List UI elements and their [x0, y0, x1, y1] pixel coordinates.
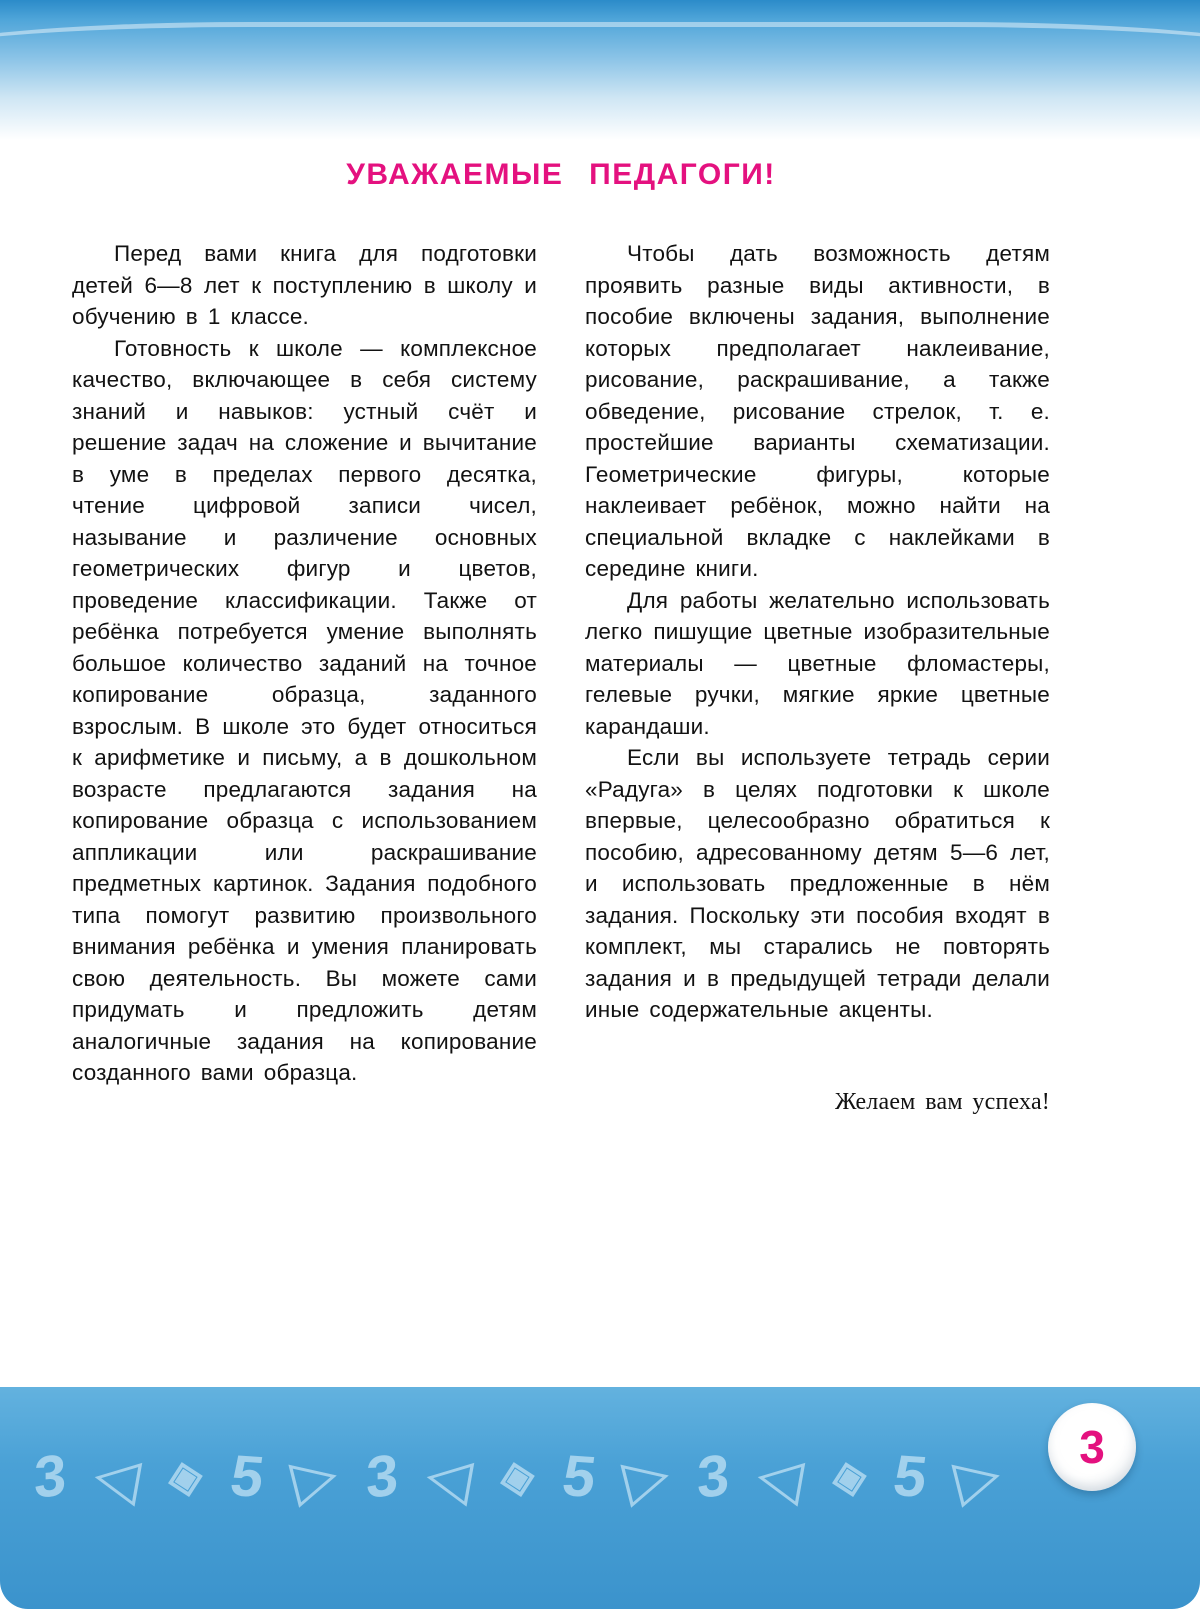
digit-3-glyph: 3 [365, 1442, 398, 1511]
gem-icon: ◈ [163, 1449, 207, 1504]
paragraph: Перед вами книга для подготовки детей 6—8 лет к поступлению в школу и обучению в 1 классе. [72, 241, 537, 329]
paragraph: Если вы используете тетрадь серии «Радуга» в целях подготовки к школе впервые, целесообразно обратиться к пособию, адресованному детям 5—6 лет, и использовать предложенные в нём задания. Поскольку эти пособия входят в комплект, мы старались не повторять задания и в предыдущей тетради делали иные содержательные акценты. [585, 745, 1050, 1022]
left-column [72, 238, 537, 1119]
triangle-icon: ▷ [284, 1439, 344, 1514]
digit-5-glyph: 5 [226, 1443, 268, 1510]
triangle-icon: ◁ [753, 1440, 809, 1513]
paragraph: Для работы желательно использовать легко пишущие цветные изобразительные материалы — цветные фломастеры, гелевые ручки, мягкие яркие цветные карандаши. [585, 587, 1050, 739]
page-title: УВАЖАЕМЫЕ ПЕДАГОГИ! [346, 158, 776, 191]
digit-3-glyph: 3 [697, 1442, 730, 1511]
bottom-decorative-band [0, 1387, 1200, 1609]
triangle-icon: ◁ [421, 1440, 477, 1513]
paragraph: Чтобы дать возможность детям проявить разные виды активности, в пособие включены задания, выполнение которых предполагает наклеивание, рисование, раскрашивание, а также обведение, рисование стрелок, т. е. простейшие варианты схематизации. Геометрические фигуры, которые наклеивает ребёнок, можно найти на специальной вкладке с наклейками в середине книги. [585, 241, 1050, 581]
digit-3-glyph: 3 [34, 1442, 67, 1511]
right-column [585, 238, 1050, 1119]
page-number-badge [1048, 1403, 1136, 1491]
triangle-icon: ▷ [616, 1439, 676, 1514]
page-number: 3 [1079, 1421, 1105, 1473]
closing-line: Желаем вам успеха! [834, 1088, 1050, 1115]
wave-decoration [0, 22, 1200, 92]
triangle-icon: ◁ [89, 1440, 146, 1513]
digit-5-glyph: 5 [889, 1443, 932, 1510]
page-content [72, 158, 1050, 1119]
digit-5-glyph: 5 [558, 1443, 600, 1510]
triangle-icon: ▷ [948, 1439, 1008, 1514]
top-gradient-band [0, 0, 1200, 140]
shape-pattern [34, 1427, 1008, 1527]
paragraph: Готовность к школе — комплексное качество, включающее в себя систему знаний и навыков: устный счёт и решение задач на сложение и вычитание в уме в пределах первого десятка, чтение цифровой записи чисел, называние и различение основных геометрических фигур и цветов, проведение классификации. Также от ребёнка потребуется умение выполнять большое количество заданий на точное копирование образца, заданного взрослым. В школе это будет относиться к арифметике и письму, а в дошкольном возрасте предлагаются задания на копирование образца с использованием аппликации или раскрашивание предметных картинок. Задания подобного типа помогут развитию произвольного внимания ребёнка и умения планировать свою деятельность. Вы можете сами придумать и предложить детям аналогичные задания на копирование созданного вами образца. [72, 335, 537, 1085]
two-column-text [72, 238, 1050, 1119]
gem-icon: ◈ [495, 1449, 539, 1504]
gem-icon: ◈ [826, 1449, 871, 1504]
